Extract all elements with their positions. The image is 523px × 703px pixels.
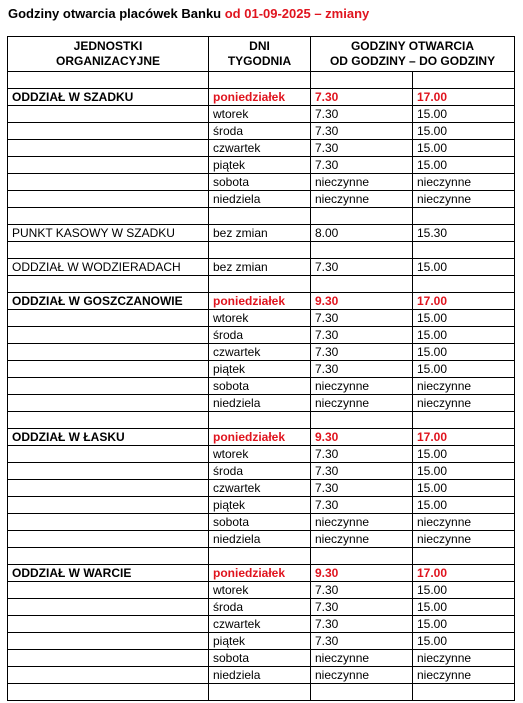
table-cell: wtorek [209, 106, 311, 123]
table-row [8, 344, 515, 361]
empty-cell [209, 548, 311, 565]
empty-cell [8, 395, 209, 412]
table-cell: 15.00 [413, 480, 515, 497]
table-cell: 15.00 [413, 616, 515, 633]
table-cell: niedziela [209, 531, 311, 548]
table-cell: 8.00 [311, 225, 413, 242]
unit-name: ODDZIAŁ W SZADKU [8, 89, 209, 106]
table-cell: 15.00 [413, 106, 515, 123]
empty-cell [8, 361, 209, 378]
table-cell: piątek [209, 361, 311, 378]
unit-name: ODDZIAŁ W WODZIERADACH [8, 259, 209, 276]
table-cell: nieczynne [413, 531, 515, 548]
empty-cell [8, 582, 209, 599]
table-cell: niedziela [209, 191, 311, 208]
empty-cell [209, 242, 311, 259]
empty-cell [8, 191, 209, 208]
table-cell: poniedziałek [209, 429, 311, 446]
table-cell: sobota [209, 650, 311, 667]
empty-cell [311, 412, 413, 429]
empty-cell [311, 276, 413, 293]
empty-cell [8, 497, 209, 514]
table-row [8, 225, 515, 242]
table-cell: 15.00 [413, 140, 515, 157]
table-cell: niedziela [209, 395, 311, 412]
table-cell: 7.30 [311, 344, 413, 361]
table-row [8, 293, 515, 310]
empty-cell [8, 208, 209, 225]
unit-name: ODDZIAŁ W WARCIE [8, 565, 209, 582]
empty-cell [8, 72, 209, 89]
empty-cell [8, 242, 209, 259]
page-title [8, 6, 369, 21]
table-cell: nieczynne [413, 667, 515, 684]
table-cell: środa [209, 463, 311, 480]
table-row [8, 174, 515, 191]
table-cell: nieczynne [413, 650, 515, 667]
empty-cell [209, 412, 311, 429]
table-cell: nieczynne [413, 395, 515, 412]
table-cell: nieczynne [311, 174, 413, 191]
table-cell: 15.00 [413, 361, 515, 378]
spacer-row [8, 548, 515, 565]
empty-cell [8, 140, 209, 157]
table-row [8, 327, 515, 344]
table-cell: czwartek [209, 344, 311, 361]
empty-cell [8, 684, 209, 701]
table-row [8, 565, 515, 582]
table-cell: nieczynne [311, 395, 413, 412]
table-cell: 15.00 [413, 463, 515, 480]
table-cell: 15.00 [413, 599, 515, 616]
empty-cell [8, 446, 209, 463]
table-row [8, 123, 515, 140]
empty-cell [413, 72, 515, 89]
table-cell: nieczynne [413, 514, 515, 531]
table-cell: poniedziałek [209, 293, 311, 310]
table-cell: 7.30 [311, 599, 413, 616]
table-row [8, 667, 515, 684]
table-cell: piątek [209, 157, 311, 174]
table-cell: sobota [209, 378, 311, 395]
empty-cell [8, 633, 209, 650]
table-cell: 7.30 [311, 480, 413, 497]
empty-cell [8, 616, 209, 633]
empty-cell [209, 208, 311, 225]
table-cell: piątek [209, 633, 311, 650]
header-hours: GODZINY OTWARCIA OD GODZINY – DO GODZINY [311, 37, 515, 72]
header-units: JEDNOSTKI ORGANIZACYJNE [8, 37, 209, 72]
table-cell: 15.00 [413, 344, 515, 361]
table-cell: nieczynne [311, 191, 413, 208]
table-cell: nieczynne [311, 667, 413, 684]
table-cell: 9.30 [311, 293, 413, 310]
table-cell: 17.00 [413, 89, 515, 106]
table-row [8, 497, 515, 514]
table-cell: 7.30 [311, 259, 413, 276]
table-cell: 7.30 [311, 327, 413, 344]
table-cell: czwartek [209, 140, 311, 157]
table-cell: 7.30 [311, 633, 413, 650]
table-cell: wtorek [209, 446, 311, 463]
table-cell: nieczynne [413, 191, 515, 208]
empty-cell [8, 531, 209, 548]
title-main: Godziny otwarcia placówek Banku [8, 6, 225, 21]
table-cell: 17.00 [413, 429, 515, 446]
header-days: DNI TYGODNIA [209, 37, 311, 72]
table-cell: 15.00 [413, 259, 515, 276]
table-cell: 15.00 [413, 446, 515, 463]
empty-cell [8, 106, 209, 123]
empty-cell [8, 310, 209, 327]
opening-hours-table [7, 36, 515, 701]
table-cell: poniedziałek [209, 89, 311, 106]
table-cell: 9.30 [311, 429, 413, 446]
empty-cell [311, 242, 413, 259]
table-row [8, 446, 515, 463]
table-cell: 15.30 [413, 225, 515, 242]
table-cell: 15.00 [413, 497, 515, 514]
header-row [8, 37, 515, 72]
table-cell: nieczynne [413, 174, 515, 191]
table-row [8, 463, 515, 480]
table-cell: nieczynne [311, 531, 413, 548]
empty-cell [8, 599, 209, 616]
empty-cell [413, 276, 515, 293]
empty-cell [413, 548, 515, 565]
spacer-row [8, 276, 515, 293]
table-cell: niedziela [209, 667, 311, 684]
empty-cell [413, 242, 515, 259]
table-row [8, 89, 515, 106]
table-cell: nieczynne [311, 514, 413, 531]
table-row [8, 140, 515, 157]
table-cell: 7.30 [311, 89, 413, 106]
empty-cell [413, 208, 515, 225]
empty-cell [8, 548, 209, 565]
unit-name: ODDZIAŁ W GOSZCZANOWIE [8, 293, 209, 310]
table-cell: poniedziałek [209, 565, 311, 582]
table-cell: 15.00 [413, 157, 515, 174]
table-row [8, 616, 515, 633]
table-row [8, 310, 515, 327]
table-cell: 15.00 [413, 327, 515, 344]
table-row [8, 514, 515, 531]
table-cell: 7.30 [311, 310, 413, 327]
empty-cell [311, 72, 413, 89]
title-date-change: od 01-09-2025 – zmiany [224, 6, 370, 21]
empty-cell [413, 684, 515, 701]
empty-cell [8, 344, 209, 361]
empty-cell [8, 327, 209, 344]
empty-cell [311, 684, 413, 701]
table-cell: czwartek [209, 480, 311, 497]
empty-cell [311, 208, 413, 225]
table-cell: 9.30 [311, 565, 413, 582]
table-row [8, 395, 515, 412]
empty-cell [311, 548, 413, 565]
table-cell: 17.00 [413, 293, 515, 310]
table-cell: 7.30 [311, 463, 413, 480]
table-row [8, 650, 515, 667]
empty-cell [8, 123, 209, 140]
table-cell: 7.30 [311, 616, 413, 633]
table-row [8, 106, 515, 123]
table-cell: nieczynne [413, 378, 515, 395]
table-row [8, 480, 515, 497]
unit-name: ODDZIAŁ W ŁASKU [8, 429, 209, 446]
table-cell: sobota [209, 514, 311, 531]
table-cell: czwartek [209, 616, 311, 633]
table-cell: bez zmian [209, 225, 311, 242]
table-row [8, 429, 515, 446]
table-row [8, 582, 515, 599]
table-cell: nieczynne [311, 650, 413, 667]
empty-cell [8, 276, 209, 293]
table-cell: 7.30 [311, 582, 413, 599]
table-cell: 7.30 [311, 106, 413, 123]
table-cell: 7.30 [311, 361, 413, 378]
spacer-row [8, 208, 515, 225]
empty-cell [413, 412, 515, 429]
table-row [8, 531, 515, 548]
table-cell: środa [209, 123, 311, 140]
spacer-row [8, 412, 515, 429]
table-cell: 17.00 [413, 565, 515, 582]
table-row [8, 361, 515, 378]
empty-cell [8, 480, 209, 497]
table-cell: 15.00 [413, 633, 515, 650]
table-cell: 7.30 [311, 497, 413, 514]
empty-cell [8, 650, 209, 667]
empty-cell [8, 514, 209, 531]
table-row [8, 633, 515, 650]
empty-cell [8, 174, 209, 191]
unit-name: PUNKT KASOWY W SZADKU [8, 225, 209, 242]
table-row [8, 157, 515, 174]
empty-cell [209, 276, 311, 293]
empty-cell [8, 412, 209, 429]
table-cell: 15.00 [413, 310, 515, 327]
table-row [8, 259, 515, 276]
table-cell: 7.30 [311, 140, 413, 157]
spacer-row [8, 242, 515, 259]
spacer-row [8, 684, 515, 701]
table-cell: 7.30 [311, 157, 413, 174]
empty-cell [8, 463, 209, 480]
table-cell: sobota [209, 174, 311, 191]
table-cell: wtorek [209, 582, 311, 599]
table-cell: piątek [209, 497, 311, 514]
table-cell: wtorek [209, 310, 311, 327]
table-cell: 7.30 [311, 446, 413, 463]
table-row [8, 378, 515, 395]
table-row [8, 191, 515, 208]
empty-cell [8, 667, 209, 684]
table-cell: nieczynne [311, 378, 413, 395]
table-cell: bez zmian [209, 259, 311, 276]
empty-cell [8, 378, 209, 395]
empty-cell [209, 72, 311, 89]
table-cell: środa [209, 327, 311, 344]
table-cell: 15.00 [413, 582, 515, 599]
spacer-row [8, 72, 515, 89]
table-cell: 7.30 [311, 123, 413, 140]
empty-cell [8, 157, 209, 174]
table-cell: środa [209, 599, 311, 616]
table-cell: 15.00 [413, 123, 515, 140]
empty-cell [209, 684, 311, 701]
table-row [8, 599, 515, 616]
